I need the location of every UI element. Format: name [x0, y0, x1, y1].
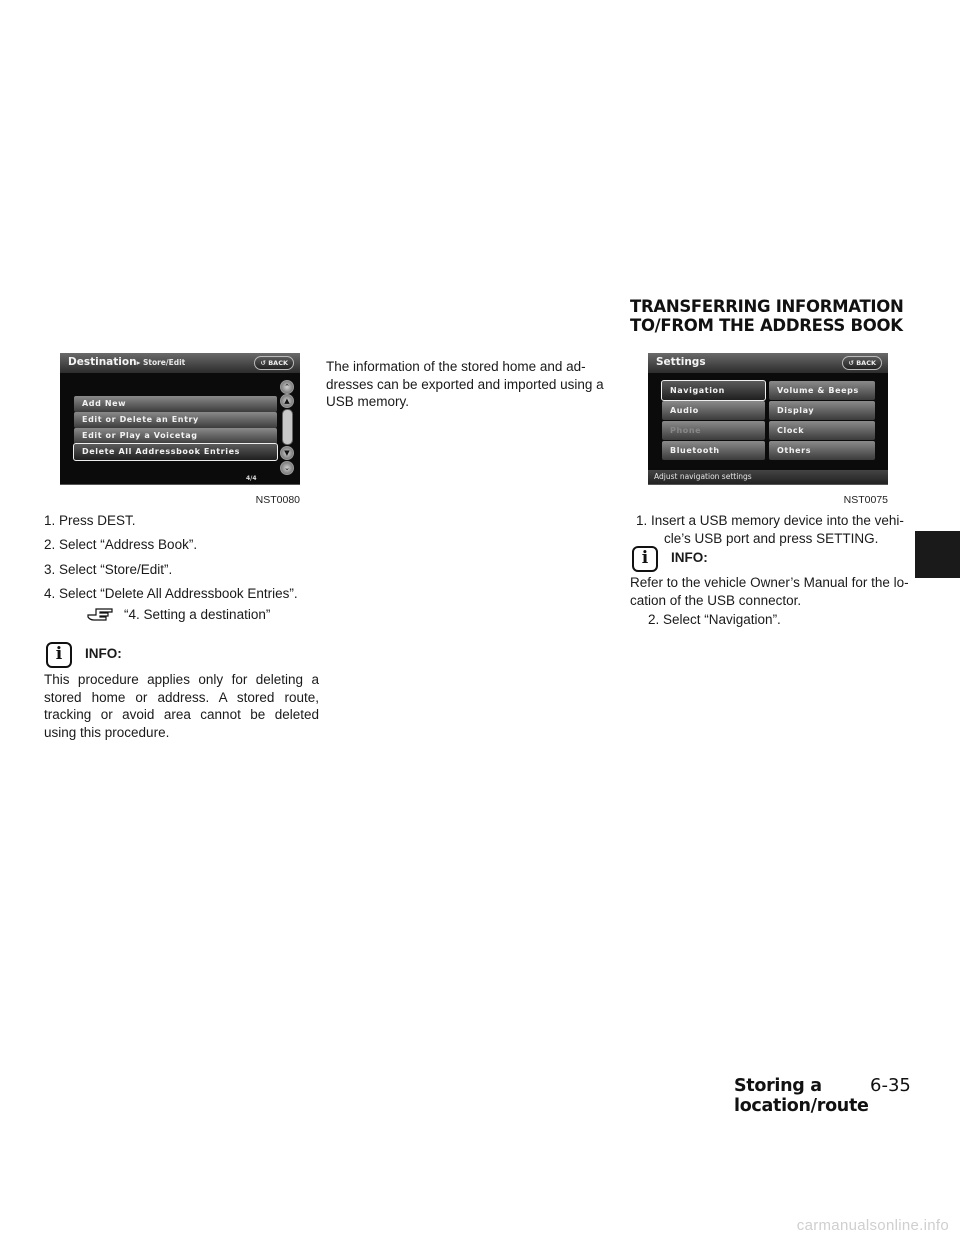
section-heading	[630, 297, 910, 335]
settings-audio[interactable]: Audio	[662, 401, 765, 420]
status-bar: Adjust navigation settings	[648, 470, 888, 484]
settings-display[interactable]: Display	[769, 401, 875, 420]
image-caption-right: NST0075	[843, 494, 888, 506]
destination-screen-image	[60, 353, 300, 485]
settings-others[interactable]: Others	[769, 441, 875, 460]
back-button[interactable]	[842, 356, 882, 370]
scroll-top-icon[interactable]: ⌃	[280, 380, 294, 394]
back-label: BACK	[856, 359, 876, 367]
settings-screen-image	[648, 353, 888, 485]
section-heading-line-1: TRANSFERRING INFORMATION	[630, 297, 904, 316]
reference-link[interactable]: “4. Setting a destination”	[124, 607, 271, 622]
page-indicator: 4/4	[246, 475, 257, 482]
settings-bluetooth[interactable]: Bluetooth	[662, 441, 765, 460]
scroll-bottom-icon[interactable]: ⌄	[280, 461, 294, 475]
screen-title-bar	[60, 353, 300, 373]
info-text-right: Refer to the vehicle Owner’s Manual for the lo- cation of the USB connector.	[630, 575, 909, 608]
info-label-right: INFO:	[671, 550, 708, 565]
footer-page-number: 6-35	[870, 1075, 911, 1096]
chapter-tab	[915, 531, 960, 578]
intro-text: The information of the stored home and ad- dresses can be exported and imported using a USB memory.	[326, 359, 604, 409]
settings-volume-beeps[interactable]: Volume & Beeps	[769, 381, 875, 400]
screen-title-bar	[648, 353, 888, 373]
section-heading-line-2: TO/FROM THE ADDRESS BOOK	[630, 316, 903, 335]
info-icon: i	[46, 642, 72, 668]
back-arrow-icon: ↺	[848, 359, 854, 367]
back-arrow-icon: ↺	[260, 359, 266, 367]
settings-phone[interactable]: Phone	[662, 421, 765, 440]
back-button[interactable]	[254, 356, 294, 370]
step-3-left: 3. Select “Store/Edit”.	[44, 562, 173, 577]
info-icon: i	[632, 546, 658, 572]
info-label-left: INFO:	[85, 646, 122, 661]
menu-item-voicetag[interactable]: Edit or Play a Voicetag	[74, 428, 277, 444]
back-label: BACK	[268, 359, 288, 367]
scroll-down-icon[interactable]: ▼	[280, 446, 294, 460]
pointing-hand-icon	[86, 605, 116, 621]
watermark: carmanualsonline.info	[796, 1217, 949, 1234]
scrollbar[interactable]	[282, 409, 293, 445]
step-4-left: 4. Select “Delete All Addressbook Entries”.	[44, 586, 298, 601]
menu-item-add-new[interactable]: Add New	[74, 396, 277, 412]
step-1-right-text: 1. Insert a USB memory device into the vehi- cle’s USB port and press SETTING.	[636, 513, 904, 546]
step-1-right	[636, 512, 911, 547]
settings-navigation[interactable]: Navigation	[662, 381, 765, 400]
scroll-up-icon[interactable]: ▲	[280, 394, 294, 408]
screen-title: Settings	[656, 356, 706, 368]
step-1-left: 1. Press DEST.	[44, 513, 136, 528]
screen-title-sub: ▸ Store/Edit	[136, 358, 186, 367]
info-text-left: This procedure applies only for deleting a stored home or address. A stored route, tracking or avoid area cannot be deleted using this procedure.	[44, 672, 319, 740]
step-2-right: 2. Select “Navigation”.	[648, 612, 781, 627]
step-2-left: 2. Select “Address Book”.	[44, 537, 198, 552]
image-caption-left: NST0080	[255, 494, 300, 506]
screen-title: Destination▸ Store/Edit	[68, 356, 186, 368]
footer-section-title: Storing a location/route	[734, 1076, 869, 1116]
menu-item-delete-all[interactable]: Delete All Addressbook Entries	[74, 444, 277, 460]
menu-item-edit-delete[interactable]: Edit or Delete an Entry	[74, 412, 277, 428]
settings-clock[interactable]: Clock	[769, 421, 875, 440]
